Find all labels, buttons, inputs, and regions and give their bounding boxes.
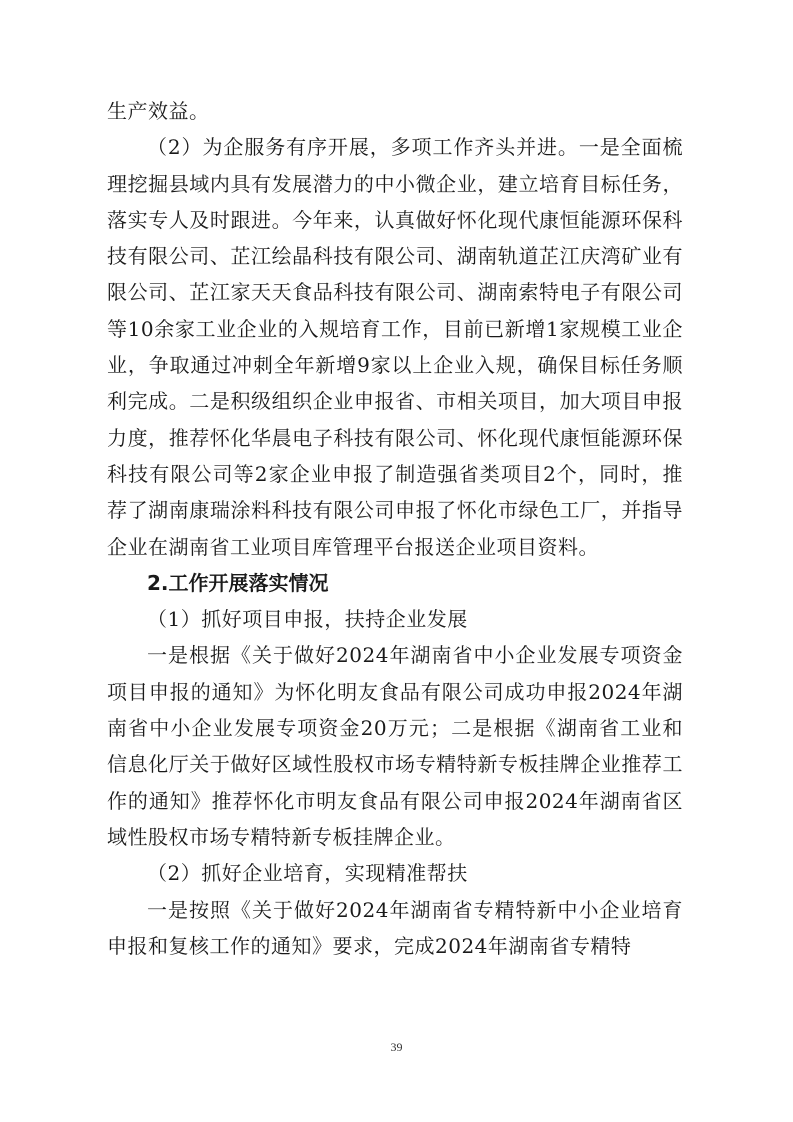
paragraph-continuation: 生产效益。 bbox=[107, 99, 210, 123]
paragraph-enterprise-cultivation: 一是按照《关于做好2024年湖南省专精特新中小企业培育申报和复核工作的通知》要求，完成2024年湖南省专精特 bbox=[107, 897, 683, 958]
page-number: 39 bbox=[390, 1040, 403, 1054]
subheading-enterprise-cultivation: （2）抓好企业培育，实现精准帮扶 bbox=[147, 861, 468, 886]
paragraph-project-application: 一是根据《关于做好2024年湖南省中小企业发展专项资金项目申报的通知》为怀化明友食品有限公司成功申报2024年湖南省中小企业发展专项资金20万元；二是根据《湖南省工业和信息化厅关于做好区域性股权市场专精特新专板挂牌企业推荐工作的通知》推荐怀化市明友食品有限公司申报2024年湖南省区域性股权市场专精特新专板挂牌企业。 bbox=[107, 643, 683, 849]
paragraph-enterprise-service: （2）为企服务有序开展，多项工作齐头并进。一是全面梳理挖掘县域内具有发展潜力的中小微企业，建立培育目标任务，落实专人及时跟进。今年来，认真做好怀化现代康恒能源环保科技有限公司、芷江绘晶科技有限公司、湖南轨道芷江庆湾矿业有限公司、芷江家天天食品科技有限公司、湖南索特电子有限公司等10余家工业企业的入规培育工作，目前已新增1家规模工业企业，争取通过冲刺全年新增9家以上企业入规，确保目标任务顺利完成。二是积级组织企业申报省、市相关项目，加大项目申报力度，推荐怀化华晨电子科技有限公司、怀化现代康恒能源环保科技有限公司等2家企业申报了制造强省类项目2个，同时，推荐了湖南康瑞涂料科技有限公司申报了怀化市绿色工厂，并指导企业在湖南省工业项目库管理平台报送企业项目资料。 bbox=[107, 135, 683, 559]
document-body bbox=[107, 93, 683, 964]
subheading-project-application: （1）抓好项目申报，扶持企业发展 bbox=[147, 607, 468, 632]
section-heading-work-implementation: 2.工作开展落实情况 bbox=[147, 570, 329, 595]
